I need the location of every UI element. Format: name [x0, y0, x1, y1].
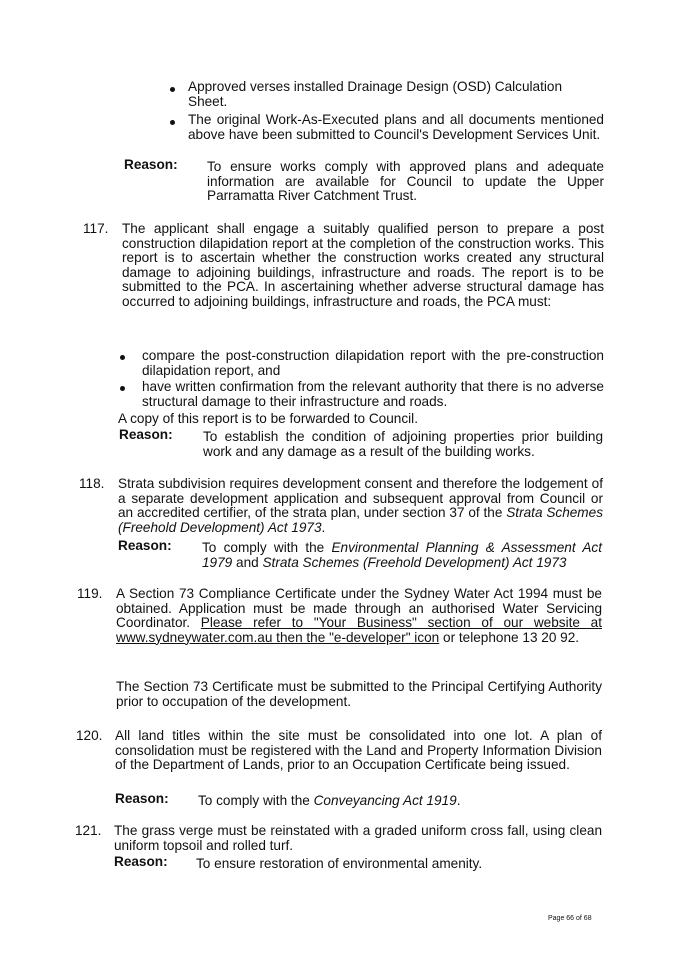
reason-label: Reason:: [115, 791, 169, 806]
condition-text: All land titles within the site must be consolidated into one lot. A plan of consolidation must be registered with the Land and Property Information Division of the Department of Lands, prior to an Occupation Certificate being issued.: [115, 728, 602, 772]
condition-note: A copy of this report is to be forwarded to Council.: [118, 411, 418, 426]
reason-label: Reason:: [119, 427, 173, 442]
condition-number: 121.: [75, 823, 102, 838]
reason-text: To establish the condition of adjoining properties prior building work and any damage as a result of the building works.: [203, 429, 603, 459]
condition-number: 117.: [83, 221, 109, 236]
bullet-icon: [170, 87, 175, 92]
condition-paragraph: The Section 73 Certificate must be submitted to the Principal Certifying Authority prior to occupation of the development.: [116, 679, 602, 709]
bullet-item: Approved verses installed Drainage Design (OSD) Calculation Sheet.: [188, 79, 563, 109]
reason-label: Reason:: [114, 854, 168, 869]
reason-text: To comply with the Environmental Planning & Assessment Act 1979 and Strata Schemes (Freehold Development) Act 1973: [202, 540, 602, 570]
condition-text: The applicant shall engage a suitably qualified person to prepare a post construction dilapidation report at the completion of the construction works. This report is to ascertain whether the construction works created any structural damage to adjoining buildings, infrastructure and roads. The report is to be submitted to the PCA. In ascertaining whether adverse structural damage has occurred to adjoining buildings, infrastructure and roads, the PCA must:: [122, 221, 604, 309]
condition-number: 120.: [76, 728, 103, 743]
bullet-item: The original Work-As-Executed plans and all documents mentioned above have been submitted to Council's Development Services Unit.: [188, 112, 604, 142]
bullet-item: have written confirmation from the relevant authority that there is no adverse structural damage to their infrastructure and roads.: [142, 379, 604, 409]
reason-label: Reason:: [118, 538, 172, 553]
condition-text: The grass verge must be reinstated with a graded uniform cross fall, using clean uniform topsoil and rolled turf.: [114, 823, 602, 853]
reason-label: Reason:: [124, 157, 178, 172]
condition-text: Strata subdivision requires development consent and therefore the lodgement of a separate development application and subsequent approval from Council or an accredited certifier, of the strata plan, under section 37 of the Strata Schemes (Freehold Development) Act 1973.: [118, 476, 603, 535]
reason-text: To comply with the Conveyancing Act 1919.: [198, 793, 461, 808]
bullet-icon: [120, 386, 125, 391]
condition-text: A Section 73 Compliance Certificate under the Sydney Water Act 1994 must be obtained. Application must be made through an authorised Water Servicing Coordinator. Please refer to "Your Business" section of our website at www.sydneywater.com.au then the "e-developer" icon or telephone 13 20 92.: [116, 586, 602, 645]
bullet-icon: [170, 120, 175, 125]
bullet-item: compare the post-construction dilapidation report with the pre-construction dilapidation report, and: [142, 348, 604, 378]
reason-text: To ensure works comply with approved plans and adequate information are available for Council to update the Upper Parramatta River Catchment Trust.: [207, 159, 604, 203]
page-number: Page 66 of 68: [548, 915, 592, 922]
condition-number: 119.: [77, 586, 103, 601]
website-link[interactable]: Please refer to "Your Business" section of our website at www.sydneywater.com.au then the "e-developer" icon: [116, 615, 602, 645]
condition-number: 118.: [79, 476, 105, 491]
bullet-icon: [120, 355, 125, 360]
reason-text: To ensure restoration of environmental amenity.: [196, 856, 483, 871]
